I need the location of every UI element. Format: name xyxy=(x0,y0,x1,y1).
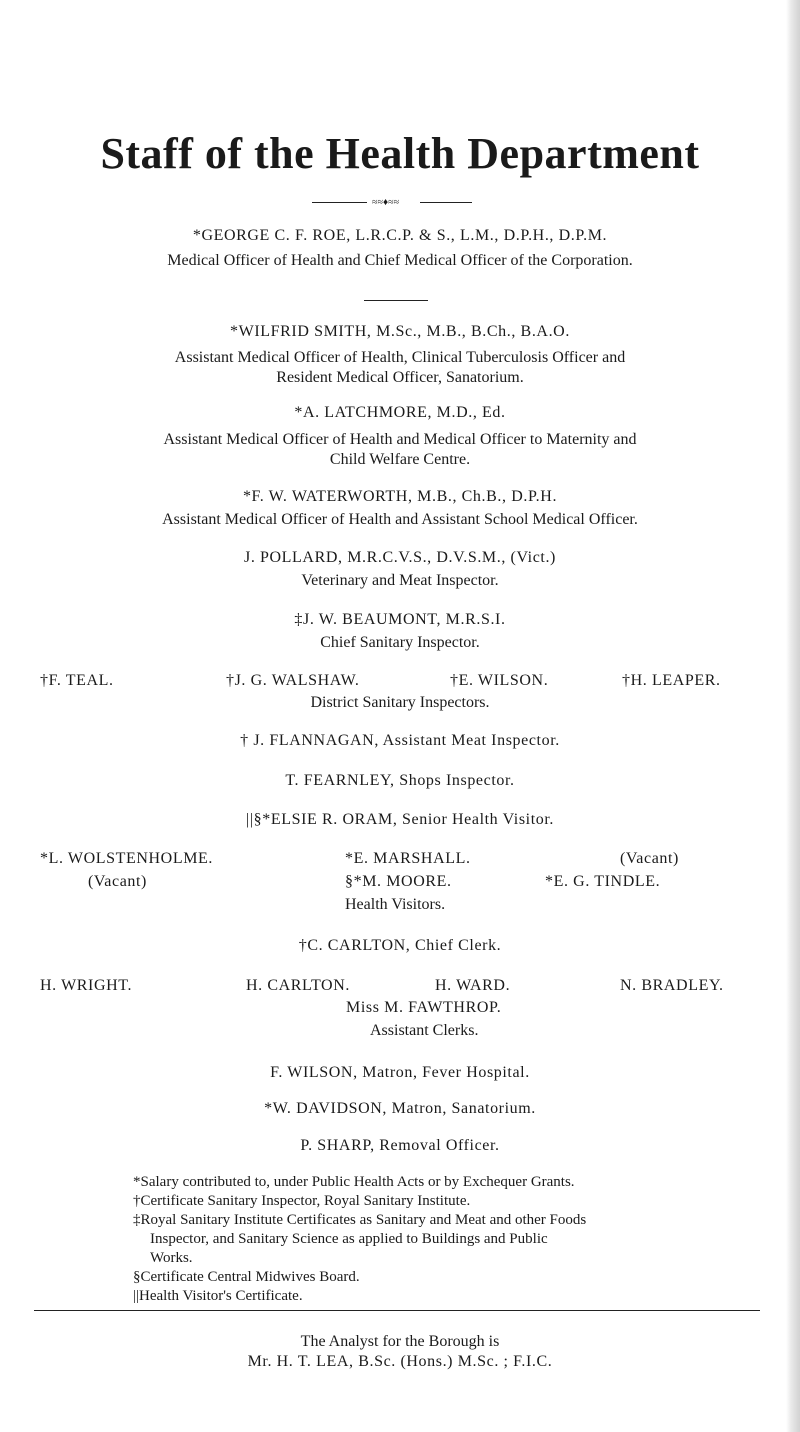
officer-role: Assistant Medical Officer of Health, Clinical Tuberculosis Officer and xyxy=(174,349,626,366)
officer-role: Medical Officer of Health and Chief Medical Officer of the Corporation. xyxy=(167,252,633,269)
section-divider xyxy=(364,300,428,301)
analyst-name: Mr. H. T. LEA, B.Sc. (Hons.) M.Sc. ; F.I.C. xyxy=(247,1353,553,1370)
clerk-name: H. CARLTON. xyxy=(246,977,350,994)
inspector-name: †F. TEAL. xyxy=(40,672,114,689)
officer-name: *GEORGE C. F. ROE, L.R.C.P. & S., L.M., D.P.H., D.P.M. xyxy=(192,227,608,244)
clerks-role: Assistant Clerks. xyxy=(370,1022,479,1039)
officer-role: Resident Medical Officer, Sanatorium. xyxy=(276,369,524,386)
title-ornament xyxy=(312,198,472,208)
visitor-name: §*M. MOORE. xyxy=(345,873,452,890)
inspector-name: †E. WILSON. xyxy=(450,672,549,689)
staff-line: ||§*ELSIE R. ORAM, Senior Health Visitor. xyxy=(246,811,554,828)
footnote-divider xyxy=(34,1310,760,1311)
visitor-name: (Vacant) xyxy=(88,873,147,890)
staff-line: † J. FLANNAGAN, Assistant Meat Inspector. xyxy=(240,732,560,749)
visitor-name: (Vacant) xyxy=(620,850,679,867)
inspectors-role: District Sanitary Inspectors. xyxy=(310,694,490,711)
visitors-role: Health Visitors. xyxy=(345,896,446,913)
inspector-name: †J. G. WALSHAW. xyxy=(226,672,360,689)
staff-line: *W. DAVIDSON, Matron, Sanatorium. xyxy=(264,1100,536,1117)
ornament-line-right xyxy=(420,202,472,203)
clerk-name: N. BRADLEY. xyxy=(620,977,724,994)
officer-role: Chief Sanitary Inspector. xyxy=(320,634,480,651)
officer-name: *WILFRID SMITH, M.Sc., M.B., B.Ch., B.A.O. xyxy=(230,323,570,340)
footnote: †Certificate Sanitary Inspector, Royal Sanitary Institute. xyxy=(133,1193,471,1209)
footnote: §Certificate Central Midwives Board. xyxy=(133,1269,360,1285)
officer-role: Assistant Medical Officer of Health and Assistant School Medical Officer. xyxy=(162,511,638,528)
clerk-name: H. WRIGHT. xyxy=(40,977,133,994)
officer-role: Child Welfare Centre. xyxy=(329,451,471,468)
staff-line: P. SHARP, Removal Officer. xyxy=(300,1137,500,1154)
ornament-line-left xyxy=(312,202,367,203)
page-edge-shadow xyxy=(786,0,800,1432)
clerk-name: Miss M. FAWTHROP. xyxy=(346,999,502,1016)
footnote: Works. xyxy=(150,1250,193,1266)
officer-name: *A. LATCHMORE, M.D., Ed. xyxy=(294,404,506,421)
officer-name: J. POLLARD, M.R.C.V.S., D.V.S.M., (Vict.) xyxy=(244,549,556,566)
officer-name: ‡J. W. BEAUMONT, M.R.S.I. xyxy=(294,611,506,628)
footnote: ||Health Visitor's Certificate. xyxy=(133,1288,303,1304)
footnote: ‡Royal Sanitary Institute Certificates as Sanitary and Meat and other Foods xyxy=(133,1212,587,1228)
inspector-name: †H. LEAPER. xyxy=(622,672,721,689)
analyst-intro: The Analyst for the Borough is xyxy=(300,1333,500,1350)
officer-name: *F. W. WATERWORTH, M.B., Ch.B., D.P.H. xyxy=(242,488,558,505)
staff-line: †C. CARLTON, Chief Clerk. xyxy=(298,937,502,954)
staff-line: T. FEARNLEY, Shops Inspector. xyxy=(285,772,515,789)
ornament-flourish: ≈≈♦≈≈ xyxy=(372,197,400,208)
visitor-name: *E. MARSHALL. xyxy=(345,850,471,867)
officer-role: Veterinary and Meat Inspector. xyxy=(301,572,499,589)
officer-role: Assistant Medical Officer of Health and Medical Officer to Maternity and xyxy=(163,431,637,448)
visitor-name: *E. G. TINDLE. xyxy=(545,873,661,890)
footnote: Inspector, and Sanitary Science as applied to Buildings and Public xyxy=(150,1231,548,1247)
staff-line: F. WILSON, Matron, Fever Hospital. xyxy=(270,1064,530,1081)
clerk-name: H. WARD. xyxy=(435,977,511,994)
footnote: *Salary contributed to, under Public Health Acts or by Exchequer Grants. xyxy=(133,1174,575,1190)
page-title: Staff of the Health Department xyxy=(100,129,700,178)
visitor-name: *L. WOLSTENHOLME. xyxy=(40,850,213,867)
